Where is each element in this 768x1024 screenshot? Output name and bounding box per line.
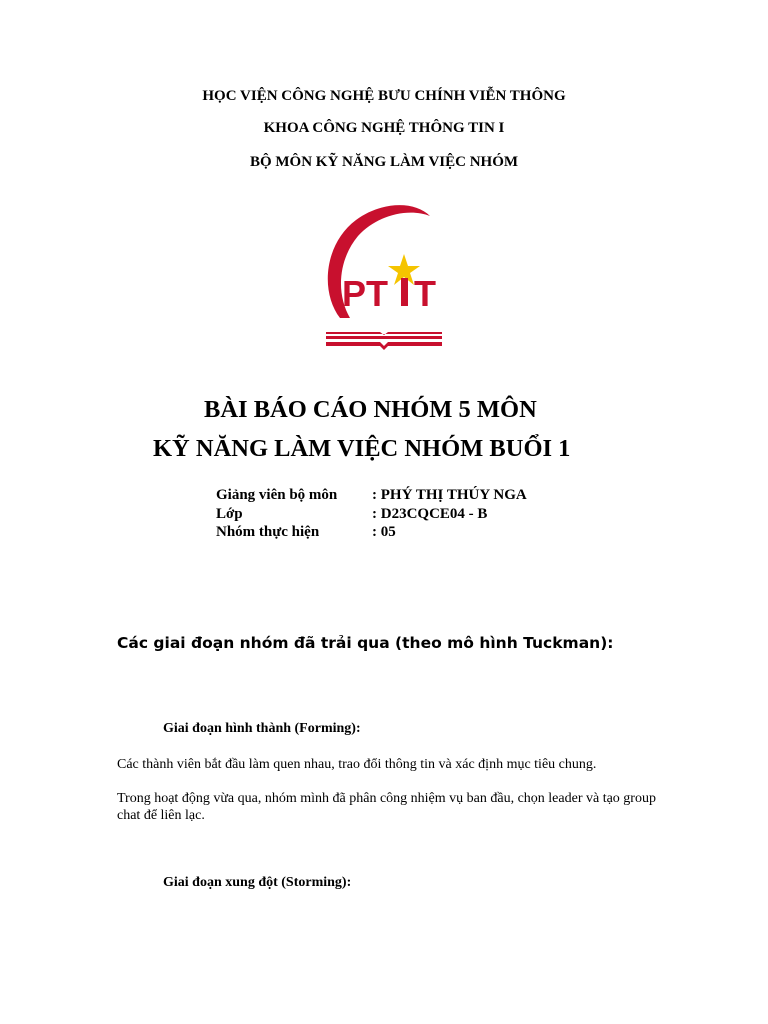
section-heading: Các giai đoạn nhóm đã trải qua (theo mô hình Tuckman): (117, 634, 614, 652)
faculty-name: KHOA CÔNG NGHỆ THÔNG TIN I (263, 120, 505, 136)
institution-name: HỌC VIỆN CÔNG NGHỆ BƯU CHÍNH VIỄN THÔNG (202, 88, 566, 104)
department-name: BỘ MÔN KỸ NĂNG LÀM VIỆC NHÓM (249, 154, 519, 170)
svg-text:PT: PT (342, 273, 389, 314)
info-label: Giảng viên bộ môn (216, 487, 338, 503)
info-value: : PHÝ THỊ THÚY NGA (372, 487, 527, 503)
info-label: Lớp (216, 506, 243, 522)
paragraph: Trong hoạt động vừa qua, nhóm mình đã phân công nhiệm vụ ban đầu, chọn leader và tạo group chat để liên lạc. (117, 791, 656, 823)
stage-heading-forming: Giai đoạn hình thành (Forming): (163, 721, 361, 736)
report-title-line1: BÀI BÁO CÁO NHÓM 5 MÔN (204, 396, 537, 423)
info-label: Nhóm thực hiện (216, 524, 320, 540)
stage-heading-storming: Giai đoạn xung đột (Storming): (163, 875, 352, 890)
ptit-logo (318, 196, 450, 352)
info-value: : 05 (372, 524, 396, 540)
paragraph: Các thành viên bắt đầu làm quen nhau, trao đổi thông tin và xác định mục tiêu chung. (117, 757, 597, 772)
report-title-line2: KỸ NĂNG LÀM VIỆC NHÓM BUỔI 1 (153, 435, 571, 462)
svg-text:T: T (414, 273, 436, 314)
info-value: : D23CQCE04 - B (372, 506, 488, 522)
